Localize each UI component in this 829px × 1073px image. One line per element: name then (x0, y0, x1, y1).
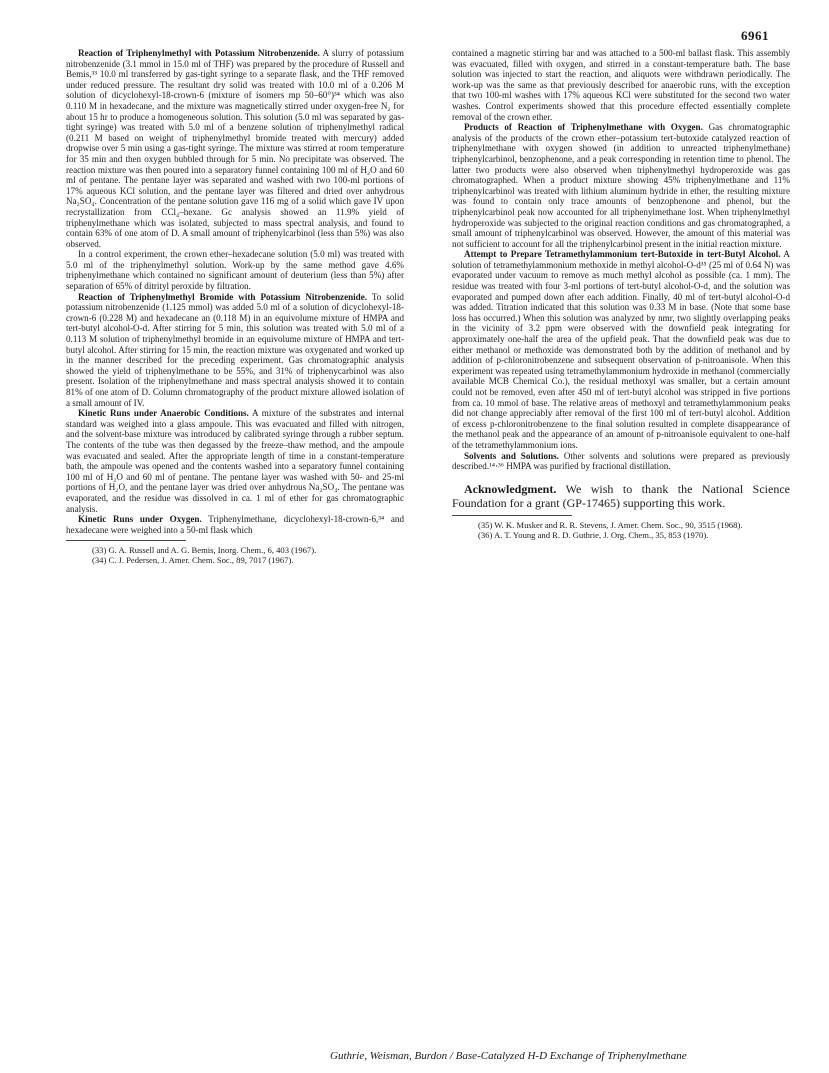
paragraph-text: To solid potassium nitrobenzenide (1.125 mmol) was added 5.0 ml of a solution of dicyclohexyl-18-crown-6 (0.228 M) and hexadecane an (0.118 M) in an equivolume mixture of HMPA and tert-butyl alcohol-O-d. After stirring for 5 min, this solution was treated with 5.0 ml of a 0.113 M solution of triphenylmethyl bromide in an equivolume mixture of HMPA and tert-butyl alcohol. After stirring for 15 min, the reaction mixture was oxygenated and worked up in the manner described for the preceding experiment. Gas chromatographic analysis showed the yield of triphenylmethane to be 55%, and 31% of triphenycarbinol was also present. Isolation of the triphenylmethane and mass spectral analysis showed it to contain 81% of one atom of D. Column chromatography of the product mixture allowed isolation of a small amount of IV. (66, 291, 404, 408)
paragraph-text: Gas chromatographic analysis of the products of the crown ether–potassium tert-butoxide catalyzed reaction of triphenylmethane with oxygen showed (in addition to unreacted triphenylmethane) triphenylcarbinol, benzophenone, and a peak corresponding in retention time to phenol. The latter two products were also observed when triphenylmethyl hydroperoxide was gas chromatographed. When a product mixture showing 45% triphenylmethane and 11% triphenylcarbinol was treated with lithium aluminum hydride in ether, the resulting mixture was found to contain only trace amounts of benzophenone and phenol, but the triphenylcarbinol peak now accounted for all triphenylmethane lost. When triphenylmethyl hydroperoxide was subjected to the original reaction conditions and gas chromatographed, a small amount of triphenylcarbinol was observed. However, the amount of this material was not sufficient to account for all the triphenylcarbinol present in the initial reaction mixture. (452, 122, 790, 249)
acknowledgment-text: We wish to thank the National Science Foundation for a grant (GP-17465) supporting this work. (452, 481, 790, 510)
footnote-34: (34) C. J. Pedersen, J. Amer. Chem. Soc., 89, 7017 (1967). (92, 555, 294, 566)
paragraph-text: Triphenylmethane, dicyclohexyl-18-crown-6,³⁴ and hexadecane were weighed into a 50-ml flask which (66, 514, 404, 535)
section-heading: Attempt to Prepare Tetramethylammonium tert-Butoxide in tert-Butyl Alcohol. (464, 249, 781, 260)
section-heading: Products of Reaction of Triphenylmethane with Oxygen. (464, 122, 703, 133)
paragraph-trityl-nitrobenzenide (66, 48, 404, 249)
footnote-divider (66, 540, 186, 541)
acknowledgment-heading: Acknowledgment. (464, 481, 557, 496)
section-heading: Solvents and Solutions. (464, 450, 559, 461)
running-footer: Guthrie, Weisman, Burdon / Base-Catalyzed H-D Exchange of Triphenylmethane (330, 1050, 687, 1062)
footnote-divider (452, 515, 572, 516)
footnote-36: (36) A. T. Young and R. D. Guthrie, J. Org. Chem., 35, 853 (1970). (478, 529, 709, 540)
acknowledgment (452, 482, 790, 510)
paragraph-text: Other solvents and solutions were prepared as previously described.¹⁴·³⁶ HMPA was purified by fractional distillation. (452, 450, 790, 472)
paragraph-control-experiment (66, 249, 404, 291)
paragraph-continuation (452, 48, 790, 122)
paragraph-tetramethylammonium (452, 249, 790, 450)
footnote-35: (35) W. K. Musker and R. R. Stevens, J. Amer. Chem. Soc., 90, 3515 (1968). (478, 519, 743, 530)
paragraph-kinetic-anaerobic (66, 408, 404, 514)
footnote-33: (33) G. A. Russell and A. G. Bemis, Inorg. Chem., 6, 403 (1967). (92, 545, 317, 556)
paragraph-text: A mixture of the substrates and internal standard was weighed into a glass ampoule. This was evacuated and filled with nitrogen, and the solvent-base mixture was introduced by calibrated syringe through a rubber septum. The contents of the tube was then degassed by the freeze–thaw method, and the ampoule was evacuated and sealed. After the appropriate length of time in a constant-temperature bath, the ampoule was opened and the contents washed into a separatory funnel containing 100 ml of H₂O and 60 ml of pentane. The pentane layer was washed with 50- and 25-ml portions of H₂O, and the pentane layer was dried over anhydrous Na₂SO₄. The pentane was evaporated, and the residue was dissolved in ca. 1 ml of ether for gas chromatographic analysis. (66, 408, 405, 514)
paragraph-text: In a control experiment, the crown ether–hexadecane solution (5.0 ml) was treated with 5.0 ml of the triphenylmethyl solution. Work-up by the same method gave 4.6% triphenylmethane which contained no significant amount of deuterium (less than 5%) after separation of 65% of ditrityl peroxide by filtration. (66, 249, 404, 292)
section-heading: Reaction of Triphenylmethyl with Potassium Nitrobenzenide. (78, 48, 320, 58)
right-column (452, 48, 790, 540)
paragraph-text: A slurry of potassium nitrobenzenide (3.1 mmol in 15.0 ml of THF) was prepared by the procedure of Russell and Bemis,³³ 10.0 ml transferred by gas-tight syringe to a separate flask, and the THF removed under reduced pressure. The resultant dry solid was treated with 10.0 ml of a 0.206 M solution of dicyclohexyl-18-crown-6 (mixture of isomers mp 50–60°)³⁴ which was also 0.110 M in hexadecane, and the mixture was magnetically stirred under oxygen-free N₂ for about 15 hr to produce a homogeneous solution. This solution (5.0 ml was separated by gas-tight syringe) was treated with 5.0 ml of a benzene solution of triphenylmethyl radical (0.211 M based on weight of triphenylmethyl bromide treated with mercury) added dropwise over 5 min using a gas-tight syringe. The mixture was stirred at room temperature for 35 min and then oxygen bubbled through for 5 min. No precipitate was observed. The reaction mixture was then poured into a separatory funnel containing 100 ml of H₂O and 60 ml of pentane. The pentane layer was separated and washed with two 100-ml portions of 17% aqueous KCl solution, and the pentane layer was filtered and dried over anhydrous Na₂SO₄. Concentration of the pentane solution gave 116 mg of a solid which gave IV upon recrystallization from CCl₄–hexane. Gc analysis showed an 11.9% yield of triphenylmethane which was isolated, subjected to mass spectral analysis, and found to contain 63% of one atom of D. A small amount of triphenylcarbinol (less than 5%) was also observed. (66, 48, 404, 249)
paragraph-kinetic-oxygen (66, 514, 404, 535)
paragraph-text: contained a magnetic stirring bar and was attached to a 500-ml ballast flask. This assembly was evacuated, filled with oxygen, and stirred in a constant-temperature bath. The base solution was injected to start the reaction, and aliquots were withdrawn periodically. The work-up was the same as that previously described for anaerobic runs, with the exception that two 100-ml washes with 17% aqueous KCl were substituted for the second two water washes. Control experiments showed that this procedure effected essentially complete removal of the crown ether. (452, 48, 790, 122)
section-heading: Kinetic Runs under Anaerobic Conditions. (78, 408, 249, 419)
paragraph-solvents (452, 451, 790, 472)
paragraph-trityl-bromide (66, 292, 404, 409)
paragraph-products-oxygen (452, 122, 790, 249)
paragraph-text: A solution of tetramethylammonium methoxide in methyl alcohol-O-d³⁵ (25 ml of 0.64 N) was evaporated under vacuum to remove as much methyl alcohol as possible (ca. 1 mm). The residue was treated with four 3-ml portions of tert-butyl alcohol-O-d, and the solution was evaporated and pumped down after each addition. Finally, 40 ml of tert-butyl alcohol-O-d was added. Titration indicated that this solution was 0.33 M in base. (Note that some base loss has occurred.) When this solution was analyzed by nmr, two slightly overlapping peaks in the vicinity of 3.2 ppm were observed with the downfield peak integrating for approximately one-half the area of the upfield peak. That the downfield peak was due to either methanol or methoxide was demonstrated both by the addition of methanol and by addition of p-chloronitrobenzene and subsequent observation of p-nitroanisole. When this experiment was repeated using tetramethylammonium hydroxide in methanol (commercially available MCB Chemical Co.), the residual methoxyl was smaller, but a certain amount could not be removed, even after 450 ml of tert-butyl alcohol was stripped in five portions from ca. 10 mmol of base. The relative areas of methoxyl and tetramethylammonium peaks did not change appreciably after removal of the first 100 ml of tert-butyl alcohol. Addition of excess p-chloronitrobenzene to the final solution resulted in complete disappearance of the methanol peak and the appearance of an amount of p-nitroanisole equivalent to one-half of the tetramethylammonium ions. (452, 249, 790, 450)
section-heading: Kinetic Runs under Oxygen. (78, 514, 202, 525)
left-column (66, 48, 404, 565)
page-number: 6961 (741, 28, 769, 43)
section-heading: Reaction of Triphenylmethyl Bromide with Potassium Nitrobenzenide. (78, 291, 368, 302)
